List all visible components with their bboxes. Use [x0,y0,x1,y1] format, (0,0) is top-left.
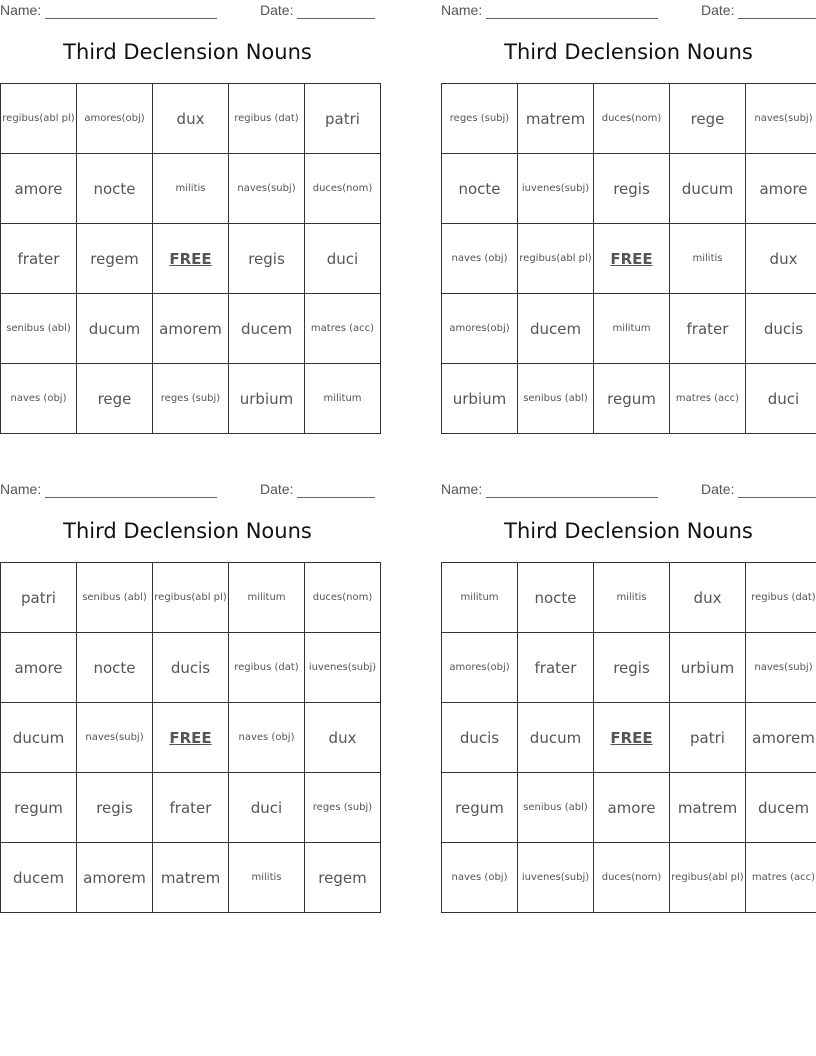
card-header [441,481,816,499]
bingo-card-4 [441,479,816,919]
card-header [441,2,816,20]
name-line [486,497,658,498]
word-cell: iuvenes(subj) [305,633,381,703]
word-cell: naves (obj) [1,364,77,434]
bingo-grid [0,83,381,434]
word-cell: iuvenes(subj) [518,154,594,224]
word-cell: regibus (dat) [229,633,305,703]
word-cell: rege [670,84,746,154]
grid-row [1,294,381,364]
grid-row [1,154,381,224]
word-cell: naves (obj) [442,224,518,294]
word-cell: duces(nom) [305,563,381,633]
word-cell: regum [594,364,670,434]
word-cell: dux [670,563,746,633]
word-cell: militis [670,224,746,294]
word-cell: reges (subj) [305,773,381,843]
name-line [45,497,217,498]
word-cell: senibus (abl) [518,364,594,434]
word-cell: senibus (abl) [518,773,594,843]
word-cell: militum [594,294,670,364]
word-cell: amore [746,154,816,224]
word-cell: nocte [77,633,153,703]
word-cell: duci [305,224,381,294]
card-title: Third Declension Nouns [63,519,312,543]
grid-row [442,154,816,224]
word-cell: regibus(abl pl) [518,224,594,294]
grid-row [1,703,381,773]
word-cell: militis [229,843,305,913]
date-label: Date: [260,481,294,497]
word-cell: matrem [670,773,746,843]
word-cell: amores(obj) [442,294,518,364]
word-cell: regibus(abl pl) [153,563,229,633]
word-cell: senibus (abl) [1,294,77,364]
word-cell: regibus(abl pl) [670,843,746,913]
word-cell: reges (subj) [442,84,518,154]
grid-row [442,843,816,913]
grid-row [442,224,816,294]
word-cell: amores(obj) [77,84,153,154]
word-cell: regibus (dat) [746,563,816,633]
word-cell: iuvenes(subj) [518,843,594,913]
word-cell: duci [229,773,305,843]
card-title: Third Declension Nouns [63,40,312,64]
word-cell: regum [442,773,518,843]
word-cell: dux [746,224,816,294]
grid-row [1,773,381,843]
date-line [297,497,375,498]
word-cell: amorem [746,703,816,773]
word-cell: dux [305,703,381,773]
grid-row [442,294,816,364]
name-label: Name: [441,481,483,497]
grid-row [442,703,816,773]
word-cell: dux [153,84,229,154]
word-cell: patri [305,84,381,154]
word-cell: regum [1,773,77,843]
name-label: Name: [441,2,483,18]
date-label: Date: [260,2,294,18]
card-title: Third Declension Nouns [504,40,753,64]
word-cell: amorem [77,843,153,913]
grid-row [1,364,381,434]
date-label: Date: [701,2,735,18]
grid-row [1,84,381,154]
word-cell: ducum [670,154,746,224]
word-cell: frater [1,224,77,294]
word-cell: reges (subj) [153,364,229,434]
word-cell: senibus (abl) [77,563,153,633]
card-title: Third Declension Nouns [504,519,753,543]
word-cell: regem [305,843,381,913]
word-cell: amore [1,154,77,224]
word-cell: rege [77,364,153,434]
bingo-card-3 [0,479,375,919]
word-cell: regis [594,154,670,224]
word-cell: ducem [518,294,594,364]
word-cell: militum [442,563,518,633]
grid-row [1,563,381,633]
word-cell: frater [670,294,746,364]
word-cell: ducem [229,294,305,364]
word-cell: regis [77,773,153,843]
grid-row [442,84,816,154]
date-line [738,497,816,498]
bingo-grid [441,562,816,913]
date-line [297,18,375,19]
word-cell: ducem [1,843,77,913]
grid-row [1,224,381,294]
bingo-card-2 [441,0,816,440]
word-cell: militis [594,563,670,633]
free-space-cell: FREE [153,224,229,294]
word-cell: nocte [442,154,518,224]
word-cell: naves(subj) [229,154,305,224]
word-cell: naves (obj) [442,843,518,913]
free-space-cell: FREE [153,703,229,773]
grid-row [442,563,816,633]
grid-row [1,633,381,703]
word-cell: nocte [518,563,594,633]
word-cell: duci [746,364,816,434]
grid-row [442,773,816,843]
word-cell: regis [594,633,670,703]
word-cell: duces(nom) [305,154,381,224]
word-cell: matres (acc) [305,294,381,364]
grid-row [1,843,381,913]
word-cell: militum [305,364,381,434]
bingo-grid [441,83,816,434]
word-cell: urbium [442,364,518,434]
date-line [738,18,816,19]
word-cell: amorem [153,294,229,364]
card-header [0,481,375,499]
word-cell: ducum [77,294,153,364]
name-line [45,18,217,19]
card-header [0,2,375,20]
word-cell: ducem [746,773,816,843]
word-cell: regibus (dat) [229,84,305,154]
word-cell: naves(subj) [746,84,816,154]
word-cell: frater [518,633,594,703]
word-cell: naves(subj) [746,633,816,703]
word-cell: duces(nom) [594,84,670,154]
bingo-grid [0,562,381,913]
word-cell: matres (acc) [670,364,746,434]
word-cell: militis [153,154,229,224]
word-cell: ducis [442,703,518,773]
name-label: Name: [0,481,42,497]
word-cell: amores(obj) [442,633,518,703]
word-cell: matres (acc) [746,843,816,913]
word-cell: matrem [518,84,594,154]
word-cell: militum [229,563,305,633]
word-cell: ducis [153,633,229,703]
grid-row [442,364,816,434]
word-cell: naves(subj) [77,703,153,773]
word-cell: regis [229,224,305,294]
word-cell: ducum [1,703,77,773]
name-line [486,18,658,19]
word-cell: patri [670,703,746,773]
word-cell: regibus(abl pl) [1,84,77,154]
word-cell: duces(nom) [594,843,670,913]
name-label: Name: [0,2,42,18]
word-cell: nocte [77,154,153,224]
word-cell: urbium [229,364,305,434]
word-cell: matrem [153,843,229,913]
word-cell: urbium [670,633,746,703]
bingo-card-1 [0,0,375,440]
grid-row [442,633,816,703]
free-space-cell: FREE [594,703,670,773]
word-cell: ducum [518,703,594,773]
word-cell: naves (obj) [229,703,305,773]
word-cell: amore [594,773,670,843]
word-cell: amore [1,633,77,703]
word-cell: patri [1,563,77,633]
free-space-cell: FREE [594,224,670,294]
word-cell: frater [153,773,229,843]
word-cell: regem [77,224,153,294]
word-cell: ducis [746,294,816,364]
date-label: Date: [701,481,735,497]
